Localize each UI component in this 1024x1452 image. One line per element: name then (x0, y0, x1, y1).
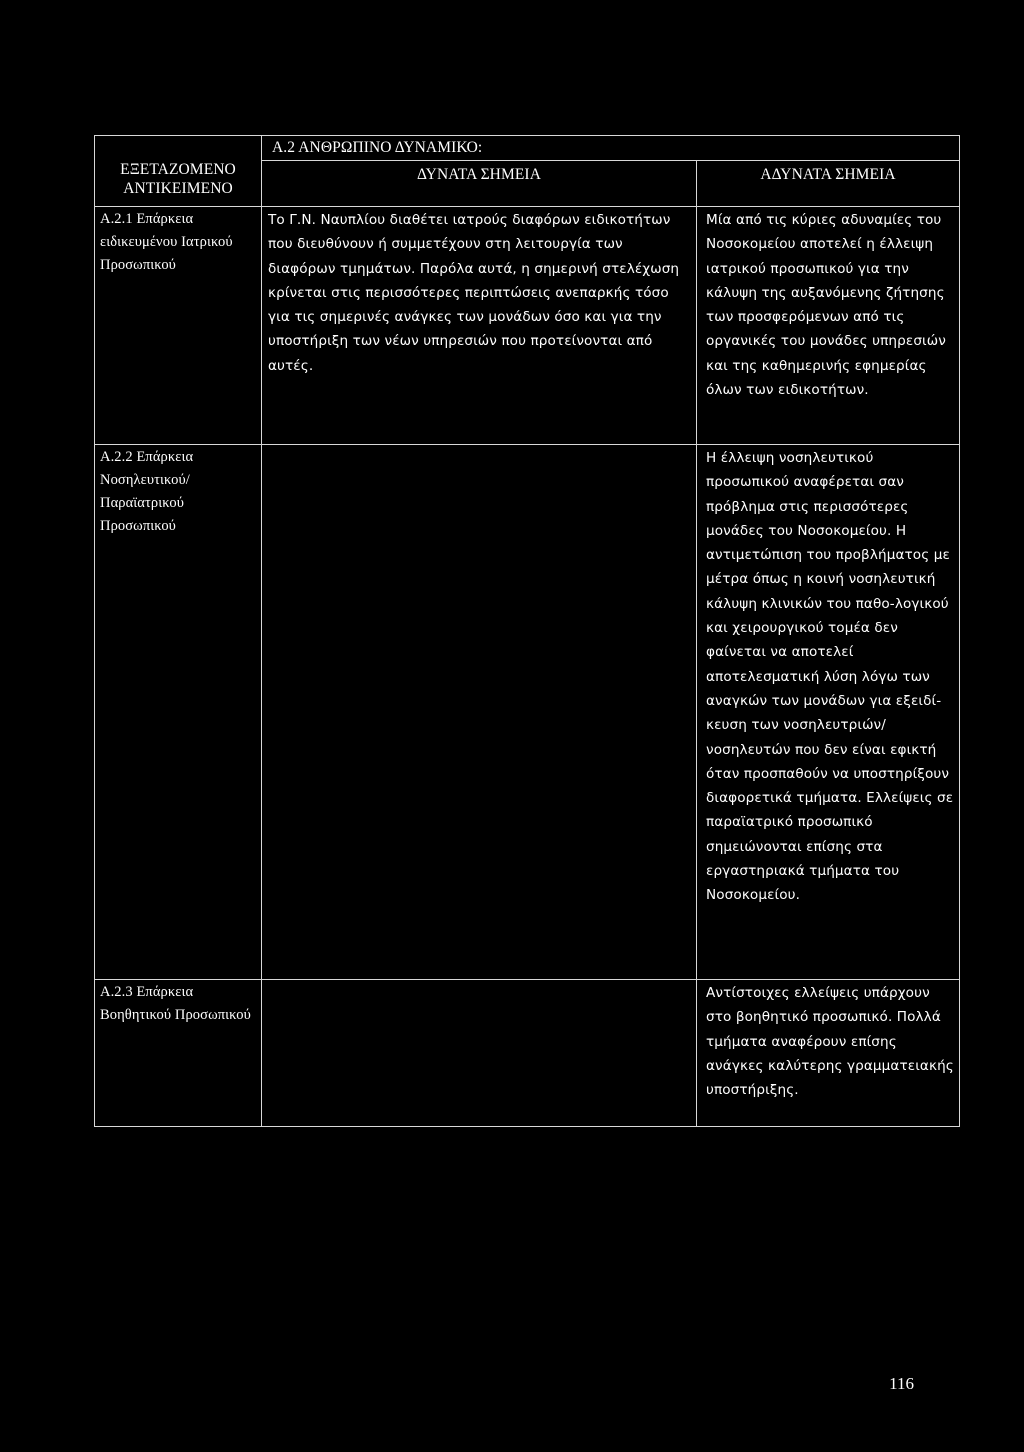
row-separator-1 (94, 444, 960, 445)
row1-label: Α.2.1 Επάρκεια ειδικευμένου Ιατρικού Προσωπικού (100, 211, 233, 273)
col-separator-2 (696, 161, 697, 1127)
header-subrow-line (261, 160, 960, 161)
row3-weaknesses: Αντίστοιχες ελλείψεις υπάρχουν στο βοηθητικό προσωπικό. Πολλά τμήματα αναφέρουν επίσης ανάγκες καλύτερης γραμματειακής υποστήριξης. (706, 985, 954, 1099)
row2-weaknesses: Η έλλειψη νοσηλευτικού προσωπικού αναφέρεται σαν πρόβλημα στις περισσότερες μονάδες του Νοσοκομείου. Η αντιμετώπιση του προβλήματος με μέτρα όπως η κοινή νοσηλευτική κάλυψη κλινικών του παθο-λογικού και χειρουργικού τομέα δεν φαίνεται να αποτελεί αποτελεσματική λύση λόγω των αναγκών των μονάδων για εξειδί-κευση των νοσηλευτριών/ νοσηλευτών που δεν είναι εφικτή όταν προσπαθούν να υποστηρίξουν διαφορετικά τμήματα. Ελλείψεις σε παραϊατρικό προσωπικό σημειώνονται επίσης στα εργαστηριακά τμήματα του Νοσοκομείου. (706, 450, 954, 904)
row-separator-2 (94, 979, 960, 980)
header-subject: ΕΞΕΤΑΖΟΜΕΝΟ ΑΝΤΙΚΕΙΜΕΝΟ (120, 161, 236, 197)
row1-strengths: Το Γ.Ν. Ναυπλίου διαθέτει ιατρούς διαφόρων ειδικοτήτων που διευθύνουν ή συμμετέχουν στη λειτουργία των διαφόρων τμημάτων. Παρόλα αυτά, η σημερινή στελέχωση κρίνεται στις περισσότερες περιπτώσεις ανεπαρκής τόσο για τις σημερινές ανάγκες των μονάδων όσο και για την υποστήριξη των νέων υπηρεσιών που προτείνονται από αυτές. (268, 212, 680, 374)
header-strengths: ΔΥΝΑΤΑ ΣΗΜΕΙΑ (417, 166, 541, 183)
section-title: Α.2 ΑΝΘΡΩΠΙΝΟ ΔΥΝΑΜΙΚΟ: (272, 139, 483, 156)
analysis-table (94, 135, 960, 1127)
row1-weaknesses: Μία από τις κύριες αδυναμίες του Νοσοκομείου αποτελεί η έλλειψη ιατρικού προσωπικού για την κάλυψη της αυξανόμενης ζήτησης των προσφερόμενων από τις οργανικές του μονάδες υπηρεσιών και της καθημερινής εφημερίας όλων των ειδικοτήτων. (706, 212, 946, 399)
page-number: 116 (889, 1374, 914, 1393)
header-weaknesses: ΑΔΥΝΑΤΑ ΣΗΜΕΙΑ (760, 166, 896, 183)
table-bottom-border (94, 1126, 960, 1127)
table-top-border (94, 135, 960, 136)
header-bottom-line (94, 206, 960, 207)
row2-label: Α.2.2 Επάρκεια Νοσηλευτικού/ Παραϊατρικού Προσωπικού (100, 449, 194, 534)
row3-label: Α.2.3 Επάρκεια Βοηθητικού Προσωπικού (100, 984, 251, 1023)
